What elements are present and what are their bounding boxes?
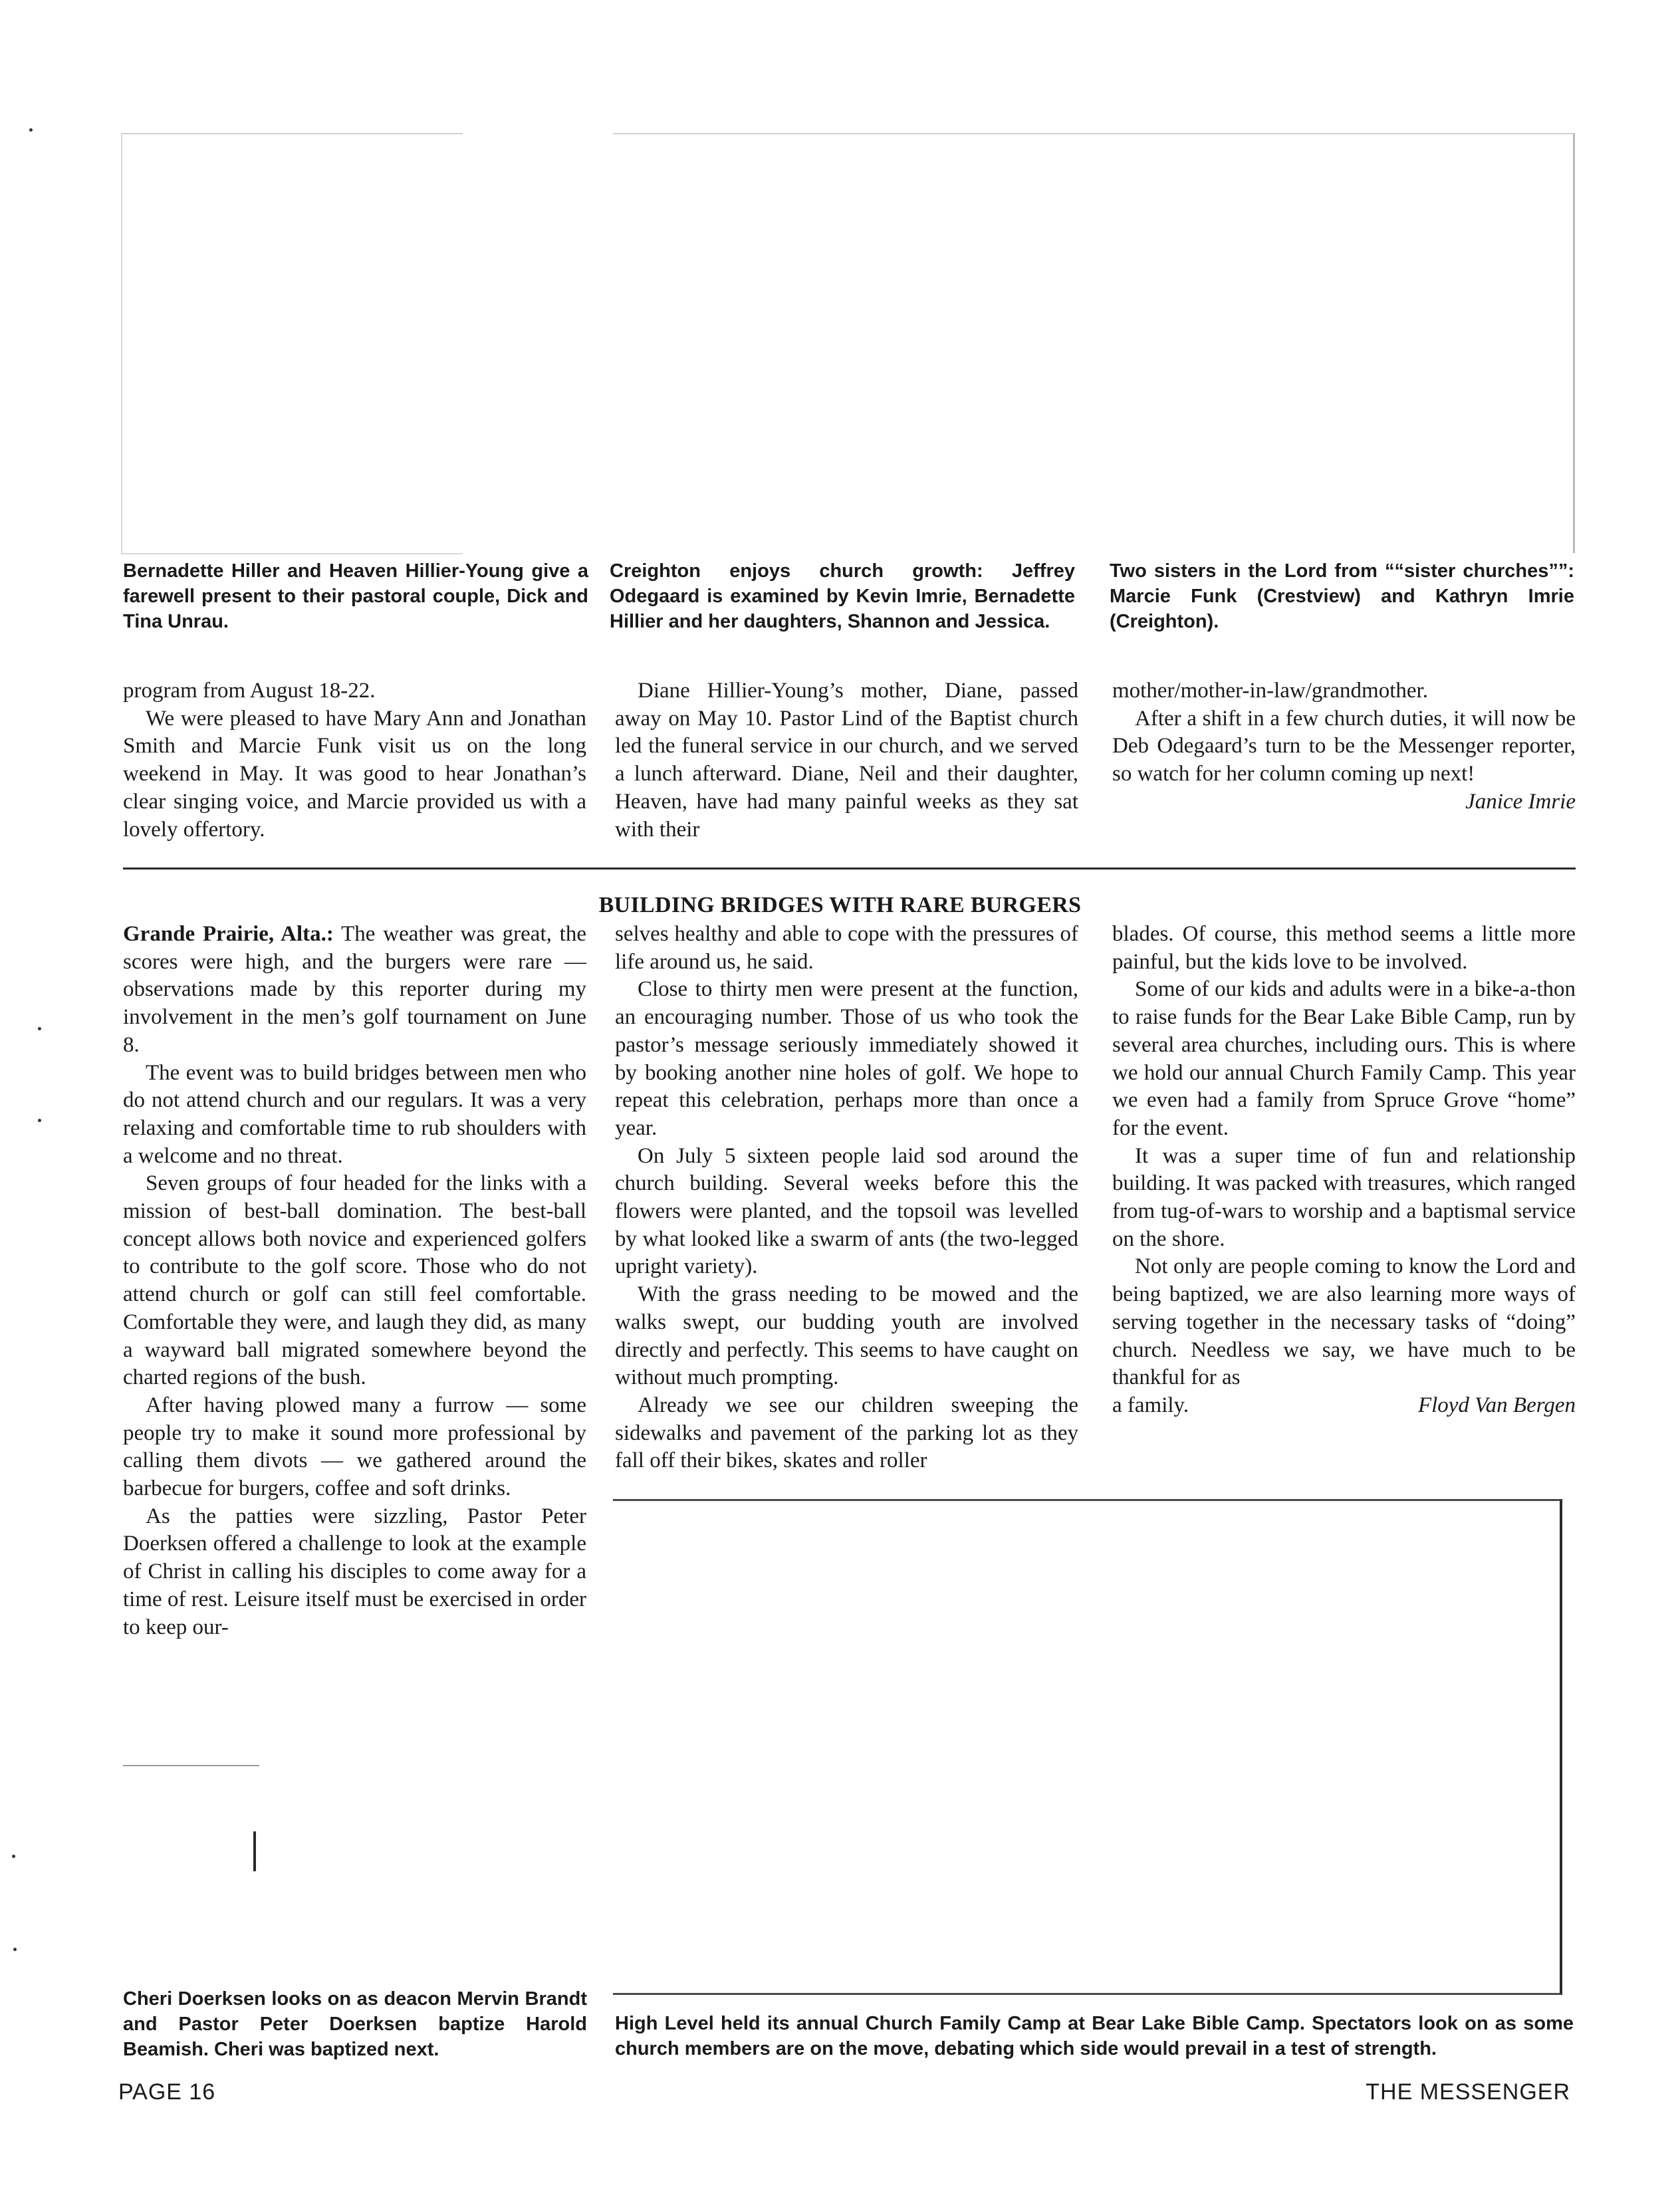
paragraph bbox=[123, 921, 586, 1060]
photo-creighton-group bbox=[613, 133, 1575, 553]
caption-creighton-growth: Creighton enjoys church growth: Jeffrey Odegaard is examined by Kevin Imrie, Bernadette Hillier and her daughters, Shannon and Jessica. bbox=[610, 560, 1075, 632]
caption-farewell: Bernadette Hiller and Heaven Hillier-Young give a farewell present to their pastoral couple, Dick and Tina Unrau. bbox=[123, 560, 588, 632]
prev-article-col1 bbox=[123, 677, 586, 844]
paragraph: mother/mother-in-law/grandmother. bbox=[1112, 679, 1428, 703]
paragraph: Not only are people coming to know the Lord and being baptized, we are also learning more ways of serving together in the necessary tasks of “doing” church. Needless we say, we have much to be thankful for as bbox=[1112, 1254, 1576, 1390]
photo-family-camp bbox=[613, 1499, 1562, 1995]
paragraph: As the patties were sizzling, Pastor Peter Doerksen offered a challenge to look at the example of Christ in calling his disciples to come away for a time of rest. Leisure itself must be exercised in order to keep our- bbox=[123, 1504, 586, 1639]
photo-farewell-present bbox=[121, 133, 463, 554]
paragraph: It was a super time of fun and relationship building. It was packed with treasures, which ranged from tug-of-wars to worship and a baptismal service on the shore. bbox=[1112, 1143, 1576, 1251]
scan-speck bbox=[13, 1948, 17, 1951]
scan-speck bbox=[38, 1119, 41, 1122]
paragraph: After having plowed many a furrow — some people try to make it sound more professional by calling them divots — we gathered around the barbecue for burgers, coffee and soft drinks. bbox=[123, 1393, 586, 1501]
photo-baptism bbox=[123, 1765, 259, 1992]
paragraph: We were pleased to have Mary Ann and Jonathan Smith and Marcie Funk visit us on the long weekend in May. It was good to hear Jonathan’s clear singing voice, and Marcie provided us with a lovely offertory. bbox=[123, 706, 586, 842]
paragraph-text: The weather was great, the scores were high, and the burgers were rare — observations made by this reporter during my involvement in the men’s golf tournament on June 8. bbox=[123, 922, 586, 1057]
scan-speck bbox=[38, 1027, 41, 1030]
prev-article-col2 bbox=[615, 677, 1078, 844]
page-number: PAGE 16 bbox=[118, 2079, 216, 2105]
article-col1 bbox=[123, 921, 586, 1641]
article-headline: BUILDING BRIDGES WITH RARE BURGERS bbox=[598, 893, 1082, 917]
article-col2 bbox=[615, 921, 1078, 1475]
section-divider bbox=[123, 868, 1576, 870]
paragraph: blades. Of course, this method seems a little more painful, but the kids love to be involved. bbox=[1112, 922, 1576, 974]
paragraph: selves healthy and able to cope with the pressures of life around us, he said. bbox=[615, 922, 1078, 974]
paragraph: After a shift in a few church duties, it will now be Deb Odegaard’s turn to be the Messenger reporter, so watch for her column coming up next! bbox=[1112, 706, 1576, 786]
article-col3 bbox=[1112, 921, 1576, 1420]
paragraph: On July 5 sixteen people laid sod around the church building. Several weeks before this the flowers were planted, and the topsoil was levelled by what looked like a swarm of ants (the two-legged upright variety). bbox=[615, 1143, 1078, 1279]
scan-speck bbox=[29, 128, 33, 132]
caption-two-sisters: Two sisters in the Lord from ““sister churches””: Marcie Funk (Crestview) and Kathryn Imrie (Creighton). bbox=[1110, 560, 1574, 632]
closing-text: a family. bbox=[1112, 1393, 1189, 1417]
paragraph: Diane Hillier-Young’s mother, Diane, passed away on May 10. Pastor Lind of the Baptist church led the funeral service in our church, and we served a lunch afterward. Diane, Neil and their daughter, Heaven, have had many painful weeks as they sat with their bbox=[615, 679, 1078, 842]
paragraph: With the grass needing to be mowed and the walks swept, our budding youth are involved directly and perfectly. This seems to have caught on without much prompting. bbox=[615, 1282, 1078, 1390]
caption-family-camp: High Level held its annual Church Family Camp at Bear Lake Bible Camp. Spectators look on as some church members are on the move, debating which side would prevail in a test of strength. bbox=[615, 2013, 1574, 2059]
paragraph: Close to thirty men were present at the function, an encouraging number. Those of us who took the pastor’s message seriously immediately showed it by booking another nine holes of golf. We hope to repeat this celebration, perhaps more than once a year. bbox=[615, 977, 1078, 1140]
paragraph: Already we see our children sweeping the sidewalks and pavement of the parking lot as they fall off their bikes, skates and roller bbox=[615, 1393, 1078, 1473]
paragraph: Some of our kids and adults were in a bike-a-thon to raise funds for the Bear Lake Bible Camp, run by several area churches, including ours. This is where we hold our annual Church Family Camp. This year we even had a family from Spruce Grove “home” for the event. bbox=[1112, 977, 1576, 1140]
prev-article-col3 bbox=[1112, 677, 1576, 816]
dateline: Grande Prairie, Alta.: bbox=[123, 922, 334, 946]
paragraph: program from August 18-22. bbox=[123, 679, 376, 703]
paragraph: The event was to build bridges between men who do not attend church and our regulars. It was a very relaxing and comfortable time to rub shoulders with a welcome and no threat. bbox=[123, 1060, 586, 1168]
publication-name: THE MESSENGER bbox=[1366, 2079, 1570, 2105]
closing-line bbox=[1112, 1392, 1576, 1420]
paragraph: Seven groups of four headed for the links with a mission of best-ball domination. The best-ball concept allows both novice and experienced golfers to contribute to the golf score. Those who do not attend church or golf can still feel comfortable. Comfortable they were, and laugh they did, as many a wayward ball migrated somewhere beyond the charted regions of the bush. bbox=[123, 1171, 586, 1390]
author-signature: Janice Imrie bbox=[1465, 789, 1576, 814]
photo-edge-mark bbox=[253, 1831, 256, 1871]
scan-speck bbox=[12, 1855, 15, 1858]
author-signature: Floyd Van Bergen bbox=[1417, 1393, 1576, 1417]
caption-baptism: Cheri Doerksen looks on as deacon Mervin Brandt and Pastor Peter Doerksen baptize Harold Beamish. Cheri was baptized next. bbox=[123, 1988, 587, 2060]
